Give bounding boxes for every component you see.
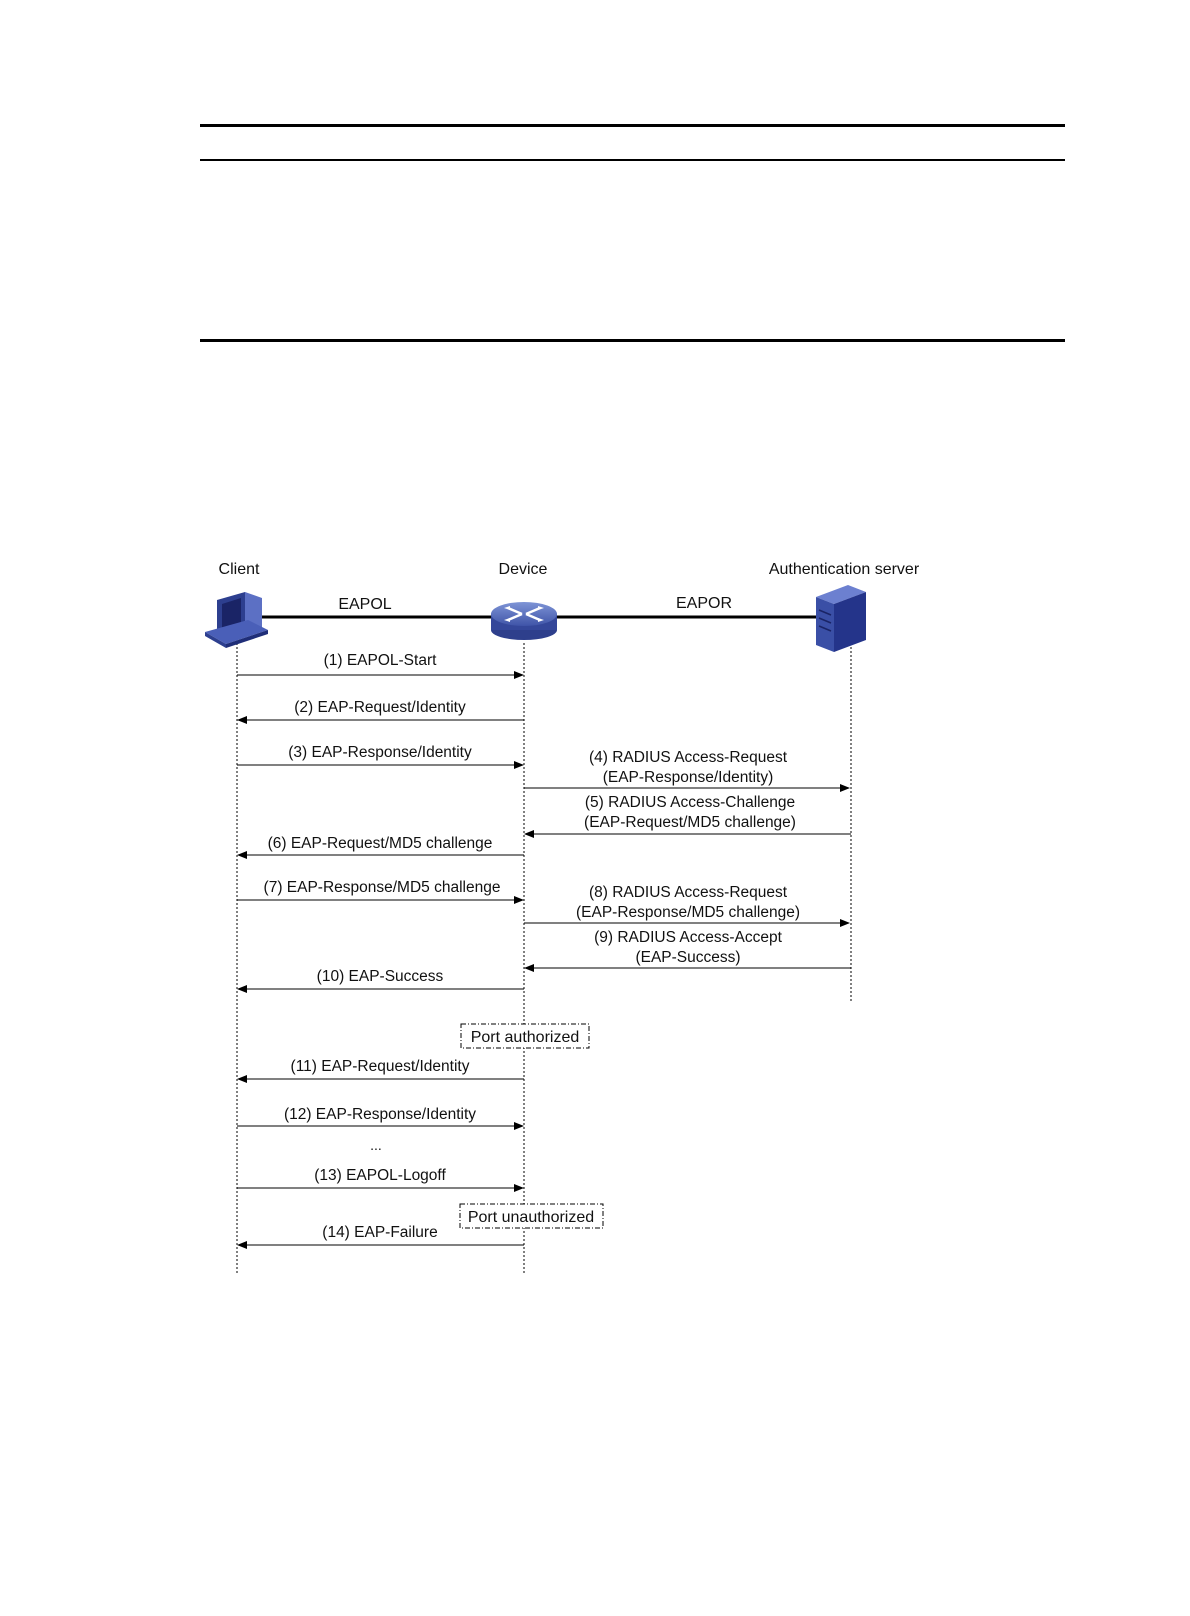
message-label: (EAP-Request/MD5 challenge) (584, 814, 796, 831)
message-label: (14) EAP-Failure (322, 1224, 438, 1241)
message-label: (10) EAP-Success (316, 968, 444, 985)
message-label: (1) EAPOL-Start (323, 652, 437, 669)
state-label-port-unauthorized: Port unauthorized (467, 1209, 595, 1226)
server-icon (816, 585, 866, 652)
message-label: (8) RADIUS Access-Request (588, 884, 788, 901)
computer-icon (205, 592, 268, 648)
message-label: (13) EAPOL-Logoff (314, 1167, 446, 1184)
link-eapol-label: EAPOL (338, 596, 392, 613)
message-label: (EAP-Response/MD5 challenge) (576, 904, 800, 921)
message-label: (12) EAP-Response/Identity (283, 1106, 477, 1123)
message-label: (EAP-Response/Identity) (602, 769, 774, 786)
message-label: (6) EAP-Request/MD5 challenge (267, 835, 493, 852)
participant-label-client: Client (218, 561, 260, 578)
message-label: (7) EAP-Response/MD5 challenge (263, 879, 501, 896)
message-label: (9) RADIUS Access-Accept (594, 929, 782, 946)
participant-label-server: Authentication server (768, 561, 920, 578)
message-label: (4) RADIUS Access-Request (588, 749, 788, 766)
state-label-port-authorized: Port authorized (470, 1029, 580, 1046)
message-label: (5) RADIUS Access-Challenge (584, 794, 796, 811)
message-label: (11) EAP-Request/Identity (290, 1058, 470, 1075)
message-label: (2) EAP-Request/Identity (294, 699, 466, 716)
link-eapor-label: EAPOR (675, 595, 733, 612)
message-label: (EAP-Success) (635, 949, 741, 966)
switch-icon (491, 602, 557, 640)
message-label: (3) EAP-Response/Identity (288, 744, 472, 761)
ellipsis-text: ... (370, 1137, 382, 1153)
participant-label-device: Device (498, 561, 548, 578)
